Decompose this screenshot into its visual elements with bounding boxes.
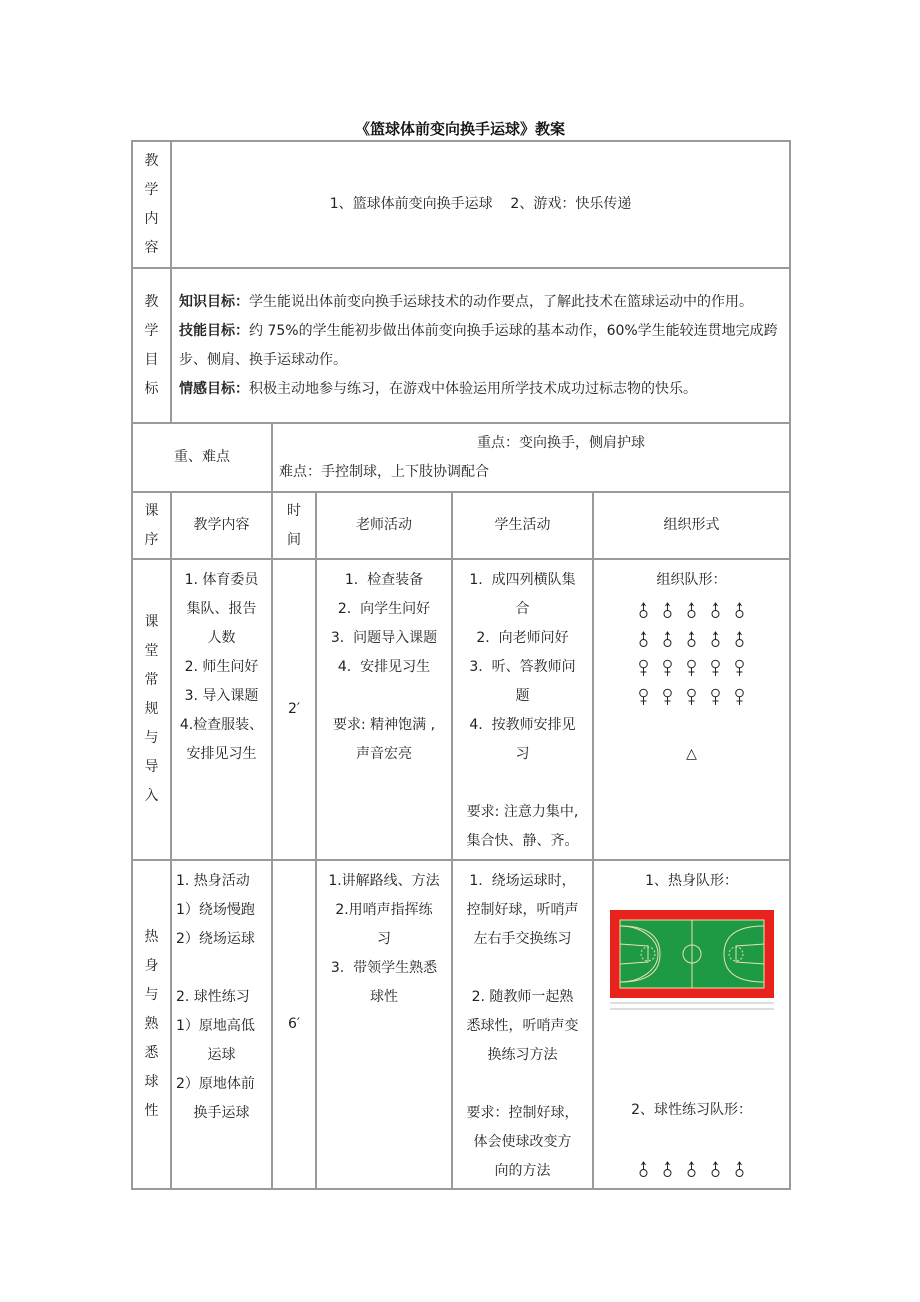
key-points-row [132, 423, 790, 492]
section-order [132, 860, 171, 1189]
male-student-icon [709, 600, 722, 620]
cell-line: 球性 [370, 989, 398, 1005]
male-student-icon [733, 629, 746, 649]
formation-caption: 组织队形： [656, 572, 727, 588]
header-student: 学生活动 [452, 492, 593, 559]
male-student-icon [661, 1159, 674, 1179]
section-student [452, 860, 593, 1189]
label-char: 教 [144, 152, 159, 169]
formation-row [598, 1154, 785, 1183]
content-label [132, 141, 171, 268]
female-student-icon [733, 658, 746, 678]
label-char: 容 [144, 239, 159, 256]
cell-line: 身 [144, 958, 159, 974]
cell-line [457, 954, 588, 983]
male-student-icon [685, 1159, 698, 1179]
male-student-icon [661, 629, 674, 649]
header-organization: 组织形式 [593, 492, 790, 559]
cell-line: 热 [144, 929, 159, 945]
cell-line: 常 [144, 672, 159, 688]
objective-heading: 知识目标： [179, 293, 249, 310]
cell-line: 要求: 精神饱满 , [332, 717, 436, 733]
label-char: 标 [144, 380, 159, 397]
male-student-icon [661, 600, 674, 620]
objective-text: 约 75%的学生能初步做出体前变向换手运球的基本动作，60%学生能较连贯地完成跨步、侧肩、换手运球动作。 [179, 322, 778, 368]
cell-line: 导 [144, 759, 159, 775]
cell-line: 与 [144, 987, 159, 1003]
female-student-icon [733, 687, 746, 707]
cell-line: 1）原地高低 [176, 1018, 255, 1034]
header-row [132, 492, 790, 559]
cell-line: 集队、报告 [186, 601, 257, 617]
cell-line: 1.讲解路线、方法 [328, 873, 440, 889]
teacher-triangle-icon: △ [686, 746, 697, 762]
cell-line: 3. 导入课题 [184, 688, 259, 704]
cell-line: 4. 安排见习生 [337, 659, 431, 675]
warmup-formation-caption: 1、热身队形： [645, 873, 738, 889]
cell-line: 入 [144, 788, 159, 804]
cell-line [176, 954, 267, 983]
section-organization [593, 860, 790, 1189]
female-student-icon [661, 687, 674, 707]
cell-line: 4. 按教师安排见 [469, 717, 576, 733]
male-student-icon [637, 1159, 650, 1179]
header-teacher: 老师活动 [316, 492, 452, 559]
header-order [132, 492, 171, 559]
cell-line: 1. 检查装备 [344, 572, 424, 588]
cell-line: 课 [144, 614, 159, 630]
female-student-icon [685, 687, 698, 707]
cell-line: 要求: 注意力集中, [466, 804, 579, 820]
cell-line [321, 682, 447, 711]
male-student-icon [733, 1159, 746, 1179]
content-row [132, 141, 790, 268]
section-teacher [316, 860, 452, 1189]
section-row [132, 860, 790, 1189]
cell-line: 悉球性，听哨声变 [466, 1018, 579, 1034]
section-student [452, 559, 593, 860]
section-time: 6′ [272, 860, 316, 1189]
formation-row [598, 682, 785, 711]
formation-row [598, 624, 785, 653]
cell-line [457, 769, 588, 798]
header-content: 教学内容 [171, 492, 272, 559]
cell-line: 2. 球性练习 [176, 989, 250, 1005]
page-title: 《篮球体前变向换手运球》教案 [354, 120, 565, 138]
cell-line: 体会使球改变方 [473, 1134, 572, 1150]
cell-line: 2.用哨声指挥练 [335, 902, 433, 918]
cell-line: 4.检查服装、 [179, 717, 264, 733]
label-char: 时 [287, 502, 301, 519]
female-student-icon [709, 687, 722, 707]
formation-row [598, 653, 785, 682]
cell-line: 3. 听、答教师问 [469, 659, 576, 675]
label-char: 学 [144, 322, 159, 339]
cell-line: 题 [515, 688, 530, 704]
cell-line: 堂 [144, 643, 159, 659]
male-student-icon [685, 629, 698, 649]
objectives-text [171, 268, 790, 423]
basketball-court-image [610, 904, 774, 1020]
section-content [171, 559, 272, 860]
objectives-row [132, 268, 790, 423]
formation-row [598, 595, 785, 624]
cell-line: 要求：控制好球， [466, 1105, 579, 1121]
cell-line: 2. 向老师问好 [476, 630, 569, 646]
skill-objective [179, 317, 785, 375]
label-char: 课 [144, 502, 159, 519]
cell-line: 与 [144, 730, 159, 746]
section-row [132, 559, 790, 860]
objective-heading: 情感目标： [179, 380, 249, 397]
lesson-plan-table [131, 140, 791, 1190]
male-student-icon [637, 629, 650, 649]
male-student-icon [685, 600, 698, 620]
cell-line: 习 [377, 931, 391, 947]
cell-line: 控制好球，听哨声 [466, 902, 579, 918]
male-student-icon [637, 600, 650, 620]
female-student-icon [637, 658, 650, 678]
section-order [132, 559, 171, 860]
objective-heading: 技能目标： [179, 322, 249, 339]
emotion-objective [179, 375, 785, 404]
female-student-icon [709, 658, 722, 678]
section-time: 2′ [272, 559, 316, 860]
content-text [171, 141, 790, 268]
difficult-point: 难点：手控制球，上下肢协调配合 [279, 463, 489, 480]
label-char: 学 [144, 181, 159, 198]
cell-line: 合 [515, 601, 530, 617]
key-points-label: 重、难点 [132, 423, 272, 492]
ball-practice-formation-caption: 2、球性练习队形： [631, 1102, 752, 1118]
cell-line: 1. 绕场运球时， [469, 873, 576, 889]
female-student-icon [637, 687, 650, 707]
cell-line: 1. 热身活动 [176, 873, 250, 889]
objective-text: 积极主动地参与练习，在游戏中体验运用所学技术成功过标志物的快乐。 [249, 380, 697, 397]
cell-line: 规 [144, 701, 159, 717]
cell-line: 3. 问题导入课题 [330, 630, 438, 646]
cell-line: 2. 师生问好 [184, 659, 259, 675]
cell-line: 声音宏亮 [356, 746, 412, 762]
cell-line: 1. 成四列横队集 [469, 572, 576, 588]
cell-line: 向的方法 [494, 1163, 551, 1179]
spacer [598, 711, 785, 740]
cell-line: 习 [515, 746, 530, 762]
section-teacher [316, 559, 452, 860]
section-content [171, 860, 272, 1189]
formation-diagram [598, 595, 785, 711]
label-char: 目 [144, 351, 159, 368]
cell-line: 球 [144, 1074, 159, 1090]
cell-line: 安排见习生 [186, 746, 257, 762]
key-points-text [272, 423, 790, 492]
male-student-icon [733, 600, 746, 620]
label-char: 教 [144, 293, 159, 310]
cell-line: 左右手交换练习 [473, 931, 572, 947]
spacer [598, 1125, 785, 1154]
formation-diagram [598, 1154, 785, 1183]
cell-line: 熟 [144, 1016, 159, 1032]
cell-line: 集合快、静、齐。 [466, 833, 579, 849]
cell-line: 悉 [144, 1045, 159, 1061]
male-student-icon [709, 629, 722, 649]
label-char: 内 [144, 210, 159, 227]
spacer [598, 1020, 785, 1096]
male-student-icon [709, 1159, 722, 1179]
content-text-value: 1、篮球体前变向换手运球 2、游戏：快乐传递 [329, 196, 632, 212]
cell-line [457, 1070, 588, 1099]
female-student-icon [661, 658, 674, 678]
cell-line: 人数 [207, 630, 236, 646]
cell-line: 3. 带领学生熟悉 [330, 960, 438, 976]
cell-line: 换练习方法 [487, 1047, 558, 1063]
header-time [272, 492, 316, 559]
cell-line: 2. 向学生问好 [337, 601, 431, 617]
cell-line: 运球 [207, 1047, 236, 1063]
label-char: 间 [287, 531, 301, 548]
objectives-label [132, 268, 171, 423]
cell-line: 2. 随教师一起熟 [471, 989, 574, 1005]
female-student-icon [685, 658, 698, 678]
knowledge-objective [179, 288, 785, 317]
objective-text: 学生能说出体前变向换手运球技术的动作要点，了解此技术在篮球运动中的作用。 [249, 293, 753, 310]
cell-line: 2）原地体前 [176, 1076, 255, 1092]
cell-line: 2）绕场运球 [176, 931, 255, 947]
cell-line: 性 [144, 1103, 159, 1119]
cell-line: 1）绕场慢跑 [176, 902, 255, 918]
key-point: 重点：变向换手，侧肩护球 [477, 434, 646, 451]
cell-line: 1. 体育委员 [184, 572, 259, 588]
label-char: 序 [144, 531, 159, 548]
cell-line: 换手运球 [193, 1105, 250, 1121]
section-organization [593, 559, 790, 860]
